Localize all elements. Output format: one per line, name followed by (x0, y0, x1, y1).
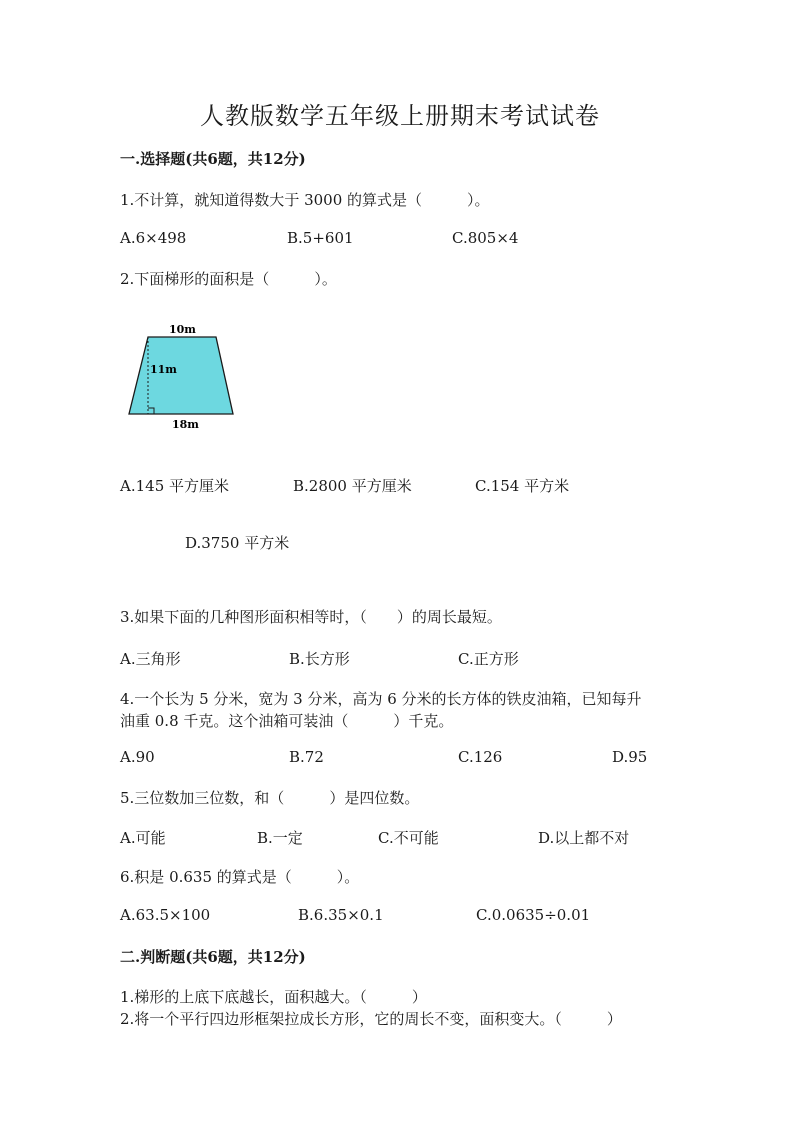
question-1: 1.不计算，就知道得数大于 3000 的算式是（ ）。 (120, 191, 490, 209)
question-2: 2.下面梯形的面积是（ ）。 (120, 270, 337, 288)
q4-option-a: A.90 (120, 748, 155, 766)
bottom-base-label: 18m (172, 418, 199, 431)
q3-option-a: A.三角形 (120, 650, 181, 668)
q4-option-c: C.126 (458, 748, 503, 766)
height-label: 11m (150, 363, 177, 376)
q4-option-b: B.72 (289, 748, 324, 766)
q2-option-a: A.145 平方厘米 (120, 477, 229, 495)
judge-question-2: 2.将一个平行四边形框架拉成长方形，它的周长不变，面积变大。（ ） (120, 1010, 622, 1028)
question-5: 5.三位数加三位数，和（ ）是四位数。 (120, 789, 420, 807)
q1-option-a: A.6×498 (120, 229, 187, 247)
trapezoid-shape (129, 337, 233, 414)
section-heading-judge: 二.判断题(共6题，共12分) (120, 948, 306, 966)
q2-option-b: B.2800 平方厘米 (293, 477, 412, 495)
q5-option-a: A.可能 (120, 829, 166, 847)
q6-option-b: B.6.35×0.1 (298, 906, 384, 924)
page-title: 人教版数学五年级上册期末考试试卷 (200, 102, 600, 130)
section-heading-choice: 一.选择题(共6题，共12分) (120, 150, 306, 168)
question-6: 6.积是 0.635 的算式是（ ）。 (120, 868, 360, 886)
judge-question-1: 1.梯形的上底下底越长，面积越大。（ ） (120, 988, 427, 1006)
q5-option-b: B.一定 (257, 829, 303, 847)
trapezoid-figure (120, 318, 245, 433)
q5-option-c: C.不可能 (378, 829, 439, 847)
q2-option-d: D.3750 平方米 (185, 534, 290, 552)
q5-option-d: D.以上都不对 (538, 829, 630, 847)
q6-option-c: C.0.0635÷0.01 (476, 906, 591, 924)
top-base-label: 10m (169, 323, 196, 336)
q2-option-c: C.154 平方米 (475, 477, 570, 495)
q6-option-a: A.63.5×100 (120, 906, 211, 924)
question-4-line-1: 4.一个长为 5 分米，宽为 3 分米，高为 6 分米的长方体的铁皮油箱，已知每升 (120, 690, 642, 708)
question-3: 3.如果下面的几种图形面积相等时，（ ）的周长最短。 (120, 608, 502, 626)
q4-option-d: D.95 (612, 748, 648, 766)
q3-option-b: B.长方形 (289, 650, 350, 668)
q1-option-c: C.805×4 (452, 229, 519, 247)
q1-option-b: B.5+601 (287, 229, 354, 247)
q3-option-c: C.正方形 (458, 650, 519, 668)
question-4-line-2: 油重 0.8 千克。这个油箱可装油（ ）千克。 (120, 712, 454, 730)
